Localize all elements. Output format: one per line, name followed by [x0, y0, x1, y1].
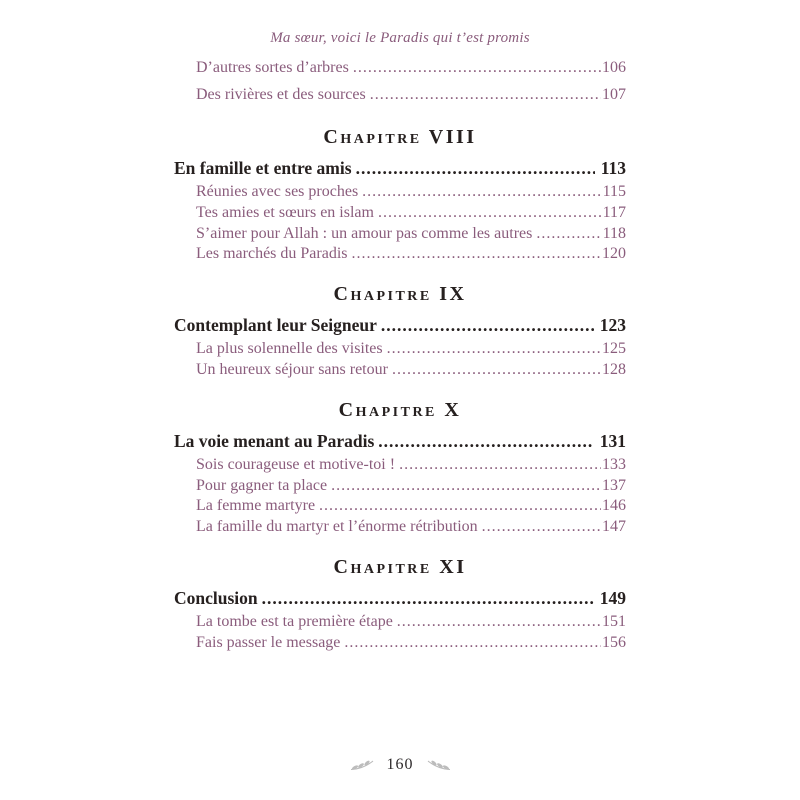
toc-entry-page: 125	[602, 340, 626, 358]
toc-entry	[174, 476, 626, 497]
orphan-entries-block	[174, 54, 626, 108]
dot-leader	[387, 339, 601, 360]
toc-entry-label: Tes amies et sœurs en islam	[196, 203, 374, 221]
toc-entry-label: Réunies avec ses proches	[196, 183, 359, 200]
dot-leader	[378, 429, 593, 453]
laurel-ornament-right-icon	[426, 758, 452, 772]
dot-leader	[392, 360, 601, 381]
toc-entry-label: La plus solennelle des visites	[196, 340, 383, 358]
toc-entry	[174, 156, 626, 180]
laurel-ornament-left-icon	[349, 758, 375, 772]
toc-entry-label: Contemplant leur Seigneur	[174, 315, 377, 336]
toc-entry-page: 106	[602, 59, 626, 76]
toc-entry-page: 128	[602, 360, 626, 378]
chapter-heading: Chapitre XI	[333, 555, 467, 578]
toc-entry-label: Des rivières et des sources	[196, 86, 366, 103]
dot-leader	[262, 586, 594, 610]
dot-leader	[362, 182, 601, 203]
dot-leader	[536, 224, 601, 245]
toc-entry	[174, 360, 626, 381]
chapter-block	[174, 397, 626, 538]
toc-entry	[174, 182, 626, 203]
toc-entry-label: Les marchés du Paradis	[196, 245, 348, 263]
toc-entry	[174, 339, 626, 360]
dot-leader	[352, 244, 601, 265]
toc-entry-label: La femme martyre	[196, 497, 316, 515]
dot-leader	[344, 633, 601, 654]
toc-entry	[174, 81, 626, 108]
toc-entry-page: 120	[602, 245, 626, 263]
dot-leader	[356, 156, 595, 180]
toc-entry-page: 115	[602, 183, 626, 200]
toc-entry-page: 123	[599, 315, 626, 336]
toc-entry-page: 146	[602, 497, 626, 515]
toc-entry-page: 118	[602, 224, 626, 242]
toc-entry-page: 117	[602, 203, 626, 221]
dot-leader	[319, 496, 601, 517]
toc-entry	[174, 517, 626, 538]
toc-entry-page: 133	[602, 455, 626, 473]
dot-leader	[482, 517, 601, 538]
toc-entry	[174, 455, 626, 476]
toc-entry-label: Conclusion	[174, 587, 258, 608]
toc-entry-page: 137	[602, 476, 626, 494]
toc-entry-label: Sois courageuse et motive-toi !	[196, 455, 396, 473]
dot-leader	[399, 455, 601, 476]
toc-entry	[174, 429, 626, 453]
toc-entry-label: La voie menant au Paradis	[174, 430, 375, 451]
toc-entry	[174, 54, 626, 81]
toc-entry	[174, 244, 626, 265]
toc-entry-label: La famille du martyr et l’énorme rétribution	[196, 518, 478, 536]
toc-entry-page: 113	[600, 158, 626, 178]
toc-entry	[174, 203, 626, 224]
dot-leader	[370, 81, 601, 108]
dot-leader	[331, 476, 601, 497]
toc-entry-page: 107	[602, 86, 626, 103]
toc-entry-page: 147	[602, 518, 626, 536]
toc-entry	[174, 496, 626, 517]
toc-entry	[174, 224, 626, 245]
toc-entry-label: La tombe est ta première étape	[196, 612, 393, 630]
toc-entry	[174, 313, 626, 337]
chapter-block	[174, 124, 626, 265]
toc-entry-label: Pour gagner ta place	[196, 476, 328, 494]
running-title: Ma sœur, voici le Paradis qui t’est promis	[270, 30, 530, 46]
toc-entry-label: Fais passer le message	[196, 633, 341, 651]
toc	[174, 54, 626, 654]
page-number: 160	[386, 756, 414, 773]
toc-entry	[174, 586, 626, 610]
toc-entry-page: 156	[602, 633, 626, 651]
dot-leader	[353, 54, 601, 81]
toc-entry-label: Un heureux séjour sans retour	[196, 360, 388, 378]
toc-entry-page: 149	[599, 587, 626, 608]
toc-entry	[174, 633, 626, 654]
chapter-heading: Chapitre X	[338, 398, 462, 421]
dot-leader	[397, 612, 601, 633]
toc-entry-label: S’aimer pour Allah : un amour pas comme les autres	[196, 224, 533, 242]
toc-entry-label: D’autres sortes d’arbres	[196, 59, 349, 76]
toc-entry-page: 151	[602, 612, 626, 630]
toc-entry	[174, 612, 626, 633]
dot-leader	[381, 313, 594, 337]
toc-entry-label: En famille et entre amis	[174, 158, 352, 178]
dot-leader	[378, 203, 602, 224]
chapter-block	[174, 554, 626, 654]
toc-entry-page: 131	[599, 430, 626, 451]
page-footer	[0, 756, 800, 774]
chapter-heading: Chapitre VIII	[323, 126, 477, 148]
chapter-heading: Chapitre IX	[333, 283, 467, 306]
chapter-block	[174, 281, 626, 381]
